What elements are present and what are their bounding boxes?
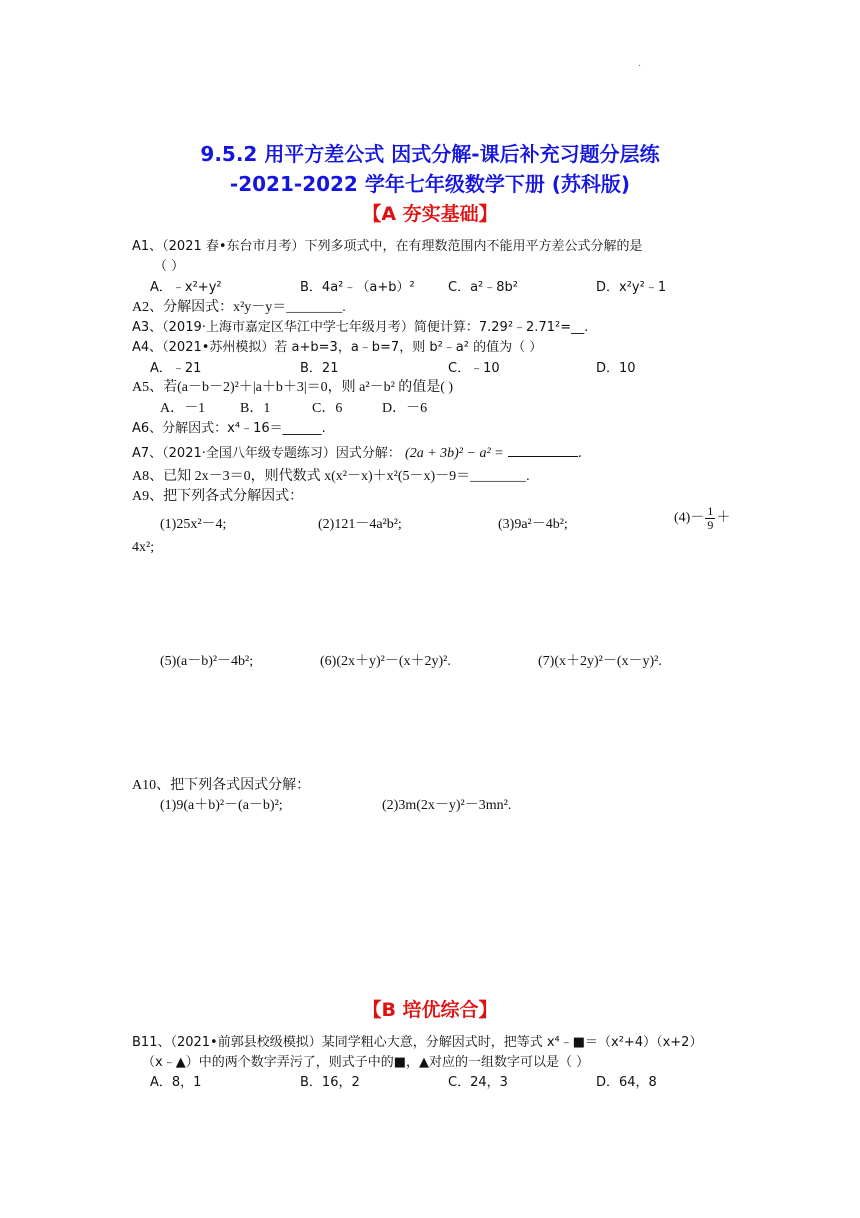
fraction-denominator: 9 [707,518,714,532]
title-line-1: 9.5.2 用平方差公式 因式分解-课后补充习题分层练 [200,142,660,166]
option-a4-c: C．﹣10 [448,361,500,376]
a9-item-4-continued: 4x²; [132,540,155,555]
question-a7-expr: (2a + 3b)² − a² = [405,446,504,461]
fraction [705,505,715,532]
option-a5-b: B．1 [240,401,271,416]
option-a1-d: D．x²y²﹣1 [596,280,667,295]
a9-item-3: (3)9a²－4b²; [498,517,568,532]
question-a6: A6、分解因式：x⁴﹣16＝______. [132,421,326,436]
a10-item-2: (2)3m(2x－y)²－3mn². [382,798,512,813]
option-b11-d: D．64，8 [596,1075,657,1090]
question-a1-paren: （ ） [154,259,185,274]
question-a3: A3、（2019·上海市嘉定区华江中学七年级月考）简便计算：7.29²﹣2.71²=__. [132,320,589,335]
header-dot: . [638,58,642,69]
option-a4-d: D．10 [596,361,636,376]
option-b11-b: B．16，2 [300,1075,360,1090]
a9-item-4-prefix: (4)－ [674,510,705,526]
question-a4: A4、（2021•苏州模拟）若 a+b=3，a﹣b=7，则 b²﹣a² 的值为（ ） [132,340,543,355]
question-a10: A10、把下列各式因式分解： [132,778,311,793]
option-a5-c: C．6 [312,401,343,416]
option-a5-d: D．－6 [382,401,428,416]
option-a1-a: A．﹣x²+y² [150,280,222,295]
a9-item-5: (5)(a－b)²－4b²; [160,654,254,669]
a9-item-6: (6)(2x＋y)²－(x＋2y)². [320,654,451,669]
a9-item-4-plus: ＋ [716,510,731,526]
option-b11-c: C．24，3 [448,1075,508,1090]
option-a5-a: A．－1 [160,401,206,416]
answer-blank [508,444,578,457]
a10-item-1: (1)9(a＋b)²－(a－b)²; [160,798,283,813]
question-a5: A5、若(a－b－2)²＋|a＋b＋3|＝0，则 a²－b² 的值是( ) [132,380,454,395]
a9-item-7: (7)(x＋2y)²－(x－y)². [538,654,662,669]
question-a7-end: . [577,446,582,461]
section-a-heading: 【A 夯实基础】 [362,203,498,225]
question-a9: A9、把下列各式分解因式： [132,489,304,504]
option-a4-b: B．21 [300,361,339,376]
option-b11-a: A．8，1 [150,1075,202,1090]
option-a1-b: B．4a²﹣（a+b）² [300,280,415,295]
a9-item-4 [674,505,730,532]
option-a1-c: C．a²﹣8b² [448,280,518,295]
question-b11: B11、（2021•前郭县校级模拟）某同学粗心大意，分解因式时，把等式 x⁴﹣■＝（x²+4）（x+2） [132,1035,703,1050]
title-line-2: -2021-2022 学年七年级数学下册 (苏科版) [229,172,631,196]
fraction-numerator: 1 [707,504,714,518]
a9-item-1: (1)25x²－4; [160,517,227,532]
question-a2: A2、分解因式：x²y－y＝________. [132,300,346,315]
question-a7-text: A7、（2021·全国八年级专题练习）因式分解： [132,446,401,461]
question-a8: A8、已知 2x－3＝0，则代数式 x(x²－x)＋x²(5－x)－9＝________. [132,469,530,484]
a9-item-2: (2)121－4a²b²; [318,517,402,532]
question-a1: A1、（2021 春•东台市月考）下列多项式中，在有理数范围内不能用平方差公式分解的是 [132,239,643,254]
option-a4-a: A．﹣21 [150,361,202,376]
question-a7 [132,442,582,462]
section-b-heading: 【B 培优综合】 [362,999,498,1021]
question-b11-cont: （x﹣▲）中的两个数字弄污了，则式子中的■，▲对应的一组数字可以是（ ） [142,1055,590,1070]
